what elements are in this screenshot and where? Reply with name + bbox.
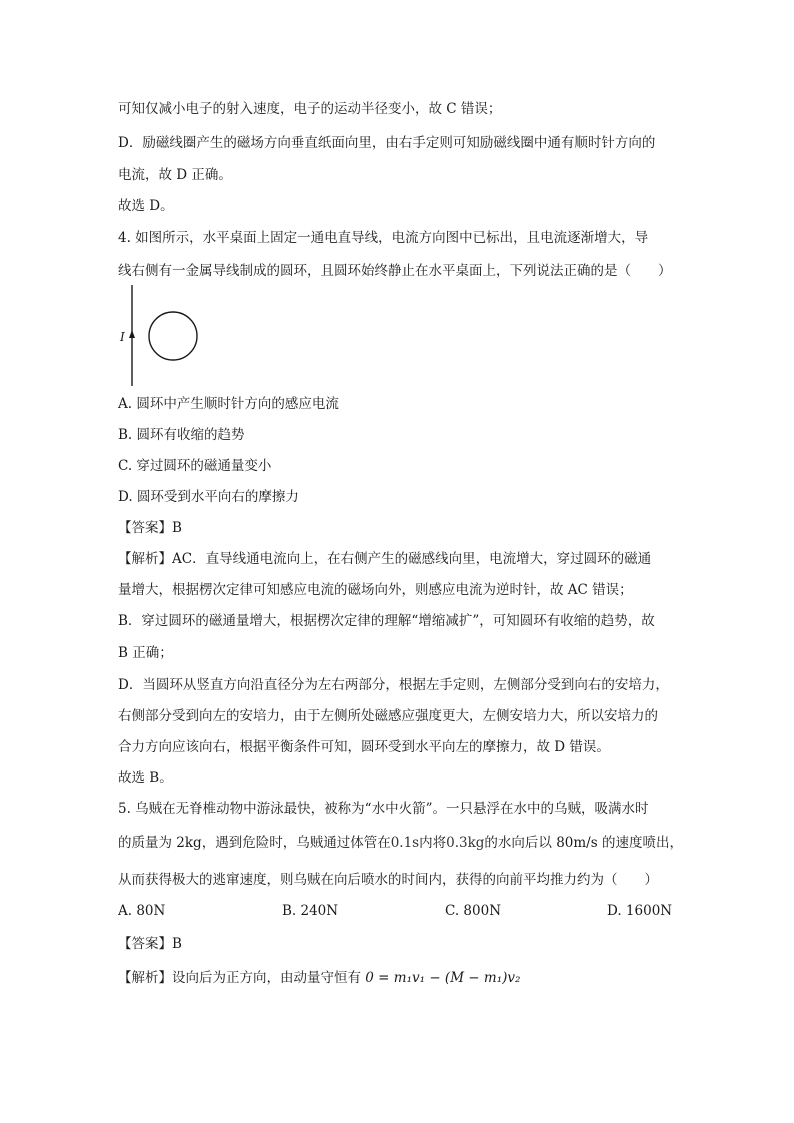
analysis-line: 【解析】AC．直导线通电流向上，在右侧产生的磁感线向里，电流增大，穿过圆环的磁通 (118, 551, 652, 567)
analysis-line: B 正确； (118, 645, 173, 661)
answer: 【答案】B (118, 936, 182, 952)
analysis-line: 量增大，根据楞次定律可知感应电流的磁场向外，则感应电流为逆时针，故 AC 错误； (118, 582, 633, 598)
option-d: D. 1600N (607, 903, 673, 919)
question-5-stem: 5. 乌贼在无脊椎动物中游泳最快，被称为“水中火箭”。一只悬浮在水中的乌贼，吸满水时 (118, 801, 649, 817)
text-line: 电流，故 D 正确。 (118, 167, 232, 183)
answer: 【答案】B (118, 520, 182, 536)
analysis-prefix: 【解析】设向后为正方向，由动量守恒有 (118, 970, 361, 986)
option-c: C. 800N (445, 903, 502, 919)
analysis-line: 合力方向应该向右，根据平衡条件可知，圆环受到水平向左的摩擦力，故 D 错误。 (118, 739, 610, 755)
option-b: B. 240N (282, 903, 339, 919)
momentum-equation: 0 = m₁v₁ − (M − m₁)v₂ (365, 970, 521, 986)
option-c: C. 穿过圆环的磁通量变小 (118, 458, 272, 474)
option-a: A. 圆环中产生顺时针方向的感应电流 (118, 396, 339, 412)
analysis-line: 故选 B。 (118, 770, 173, 786)
option-b: B. 圆环有收缩的趋势 (118, 427, 245, 443)
q5-text: 的质量为 2kg，遇到危险时，乌贼通过体管在 (118, 835, 391, 851)
text-line: 故选 D。 (118, 198, 174, 214)
wire-ring-figure (118, 283, 228, 388)
question-4-stem: 线右侧有一金属导线制成的圆环，且圆环始终静止在水平桌面上，下列说法正确的是（ ） (118, 263, 672, 279)
q5-time-value: 0.1s (390, 835, 420, 851)
analysis-line: 右侧部分受到向左的安培力，由于左侧所处磁感应强度更大，左侧安培力大，所以安培力的 (118, 708, 658, 724)
analysis-line: D．当圆环从竖直方向沿直径分为左右两部分，根据左手定则，左侧部分受到向右的安培力， (118, 677, 669, 693)
current-label: I (120, 330, 125, 344)
analysis-line (118, 969, 520, 987)
question-5-stem (118, 834, 683, 852)
metal-ring (149, 312, 197, 360)
text-line: D．励磁线圈产生的磁场方向垂直纸面向里，由右手定则可知励磁线圈中通有顺时针方向的 (118, 135, 656, 151)
current-arrow-icon (129, 330, 135, 338)
question-5-stem: 从而获得极大的逃窜速度，则乌贼在向后喷水的时间内，获得的向前平均推力约为（ ） (118, 872, 658, 888)
analysis-line: B．穿过圆环的磁通量增大，根据楞次定律的理解“增缩减扩”，可知圆环有收缩的趋势，故 (118, 613, 655, 629)
option-a: A. 80N (118, 903, 166, 919)
question-4-stem: 4. 如图所示，水平桌面上固定一通电直导线，电流方向图中已标出，且电流逐渐增大，导 (118, 230, 649, 246)
option-d: D. 圆环受到水平向右的摩擦力 (118, 489, 299, 505)
text-line: 可知仅减小电子的射入速度，电子的运动半径变小，故 C 错误； (118, 101, 502, 117)
q5-text: 的水向后以 80m/s 的速度喷出， (484, 835, 683, 851)
q5-mass-value: 0.3kg (446, 835, 485, 851)
q5-text: 内将 (419, 835, 447, 851)
